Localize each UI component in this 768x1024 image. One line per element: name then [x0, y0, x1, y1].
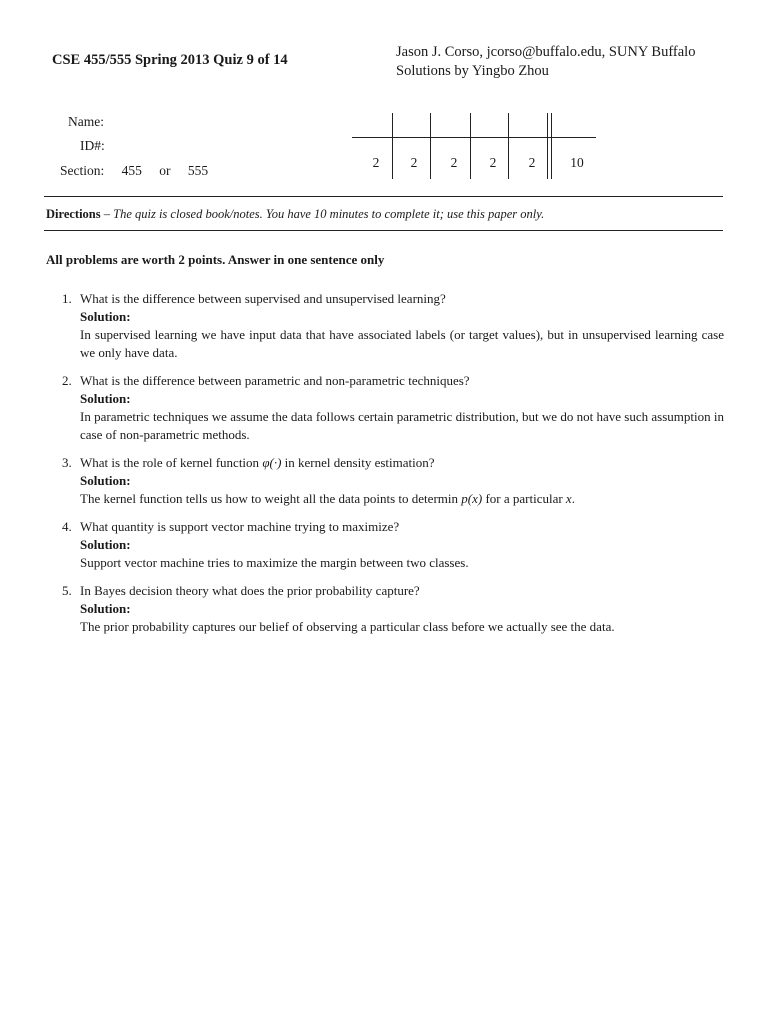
instructions: All problems are worth 2 points. Answer in one sentence only	[46, 252, 385, 267]
grade-divider	[470, 113, 471, 179]
course-title: CSE 455/555 Spring 2013 Quiz 9 of 14	[52, 52, 288, 68]
grade-divider	[430, 113, 431, 179]
math-kernel-function: φ(·)	[262, 455, 282, 470]
question-number: 1.	[62, 291, 72, 306]
directions	[46, 207, 544, 222]
id-label: ID#:	[80, 138, 105, 153]
divider-top	[44, 196, 723, 197]
question-item	[62, 290, 724, 362]
section-row	[60, 163, 222, 179]
question-item	[62, 518, 724, 572]
answer-text: In supervised learning we have input data that have associated labels (or target values), but in unsupervised learning case we only have data.	[80, 327, 724, 360]
math-x: x	[565, 491, 572, 506]
grade-divider	[547, 113, 548, 179]
points-cell: 2	[528, 155, 536, 170]
grade-divider	[508, 113, 509, 179]
section-option-455: 455	[121, 163, 142, 178]
question-number: 2.	[62, 373, 72, 388]
author-line: Jason J. Corso, jcorso@buffalo.edu, SUNY Buffalo	[396, 44, 696, 60]
answer-text: Support vector machine tries to maximize the margin between two classes.	[80, 555, 469, 570]
directions-text: The quiz is closed book/notes. You have 10 minutes to complete it; use this paper only.	[113, 207, 545, 221]
grade-divider	[392, 113, 393, 179]
question-number: 5.	[62, 583, 72, 598]
solution-label: Solution:	[80, 473, 131, 488]
question-number: 3.	[62, 455, 72, 470]
solution-label: Solution:	[80, 537, 131, 552]
section-option-555: 555	[187, 163, 209, 178]
divider-bottom	[44, 230, 723, 231]
points-cell: 2	[489, 155, 497, 170]
name-label: Name:	[68, 114, 104, 129]
math-px: p(x)	[461, 491, 483, 506]
answer-text: In parametric techniques we assume the data follows certain parametric distribution, but we do not have such assumption in case of non-parametric methods.	[80, 409, 724, 442]
question-number: 4.	[62, 519, 72, 534]
grade-divider	[551, 113, 552, 179]
question-item	[62, 454, 724, 508]
question-text	[80, 454, 724, 472]
answer-text-part: for a particular	[482, 491, 566, 506]
section-or: or	[159, 163, 171, 178]
points-cell: 2	[450, 155, 458, 170]
total-points-cell: 10	[570, 155, 584, 170]
solution-label: Solution:	[80, 601, 131, 616]
question-text: What is the difference between supervised and unsupervised learning?	[80, 291, 446, 306]
answer-text-part: The kernel function tells us how to weight all the data points to determin	[80, 491, 462, 506]
question-text-part: in kernel density estimation?	[281, 455, 435, 470]
solution-label: Solution:	[80, 391, 131, 406]
solution-label: Solution:	[80, 309, 131, 324]
author-block	[396, 43, 695, 81]
points-cell: 2	[410, 155, 418, 170]
grade-table	[352, 113, 596, 179]
directions-dash: –	[100, 207, 114, 221]
answer-text-part: .	[571, 491, 575, 506]
grade-table-rule	[352, 137, 596, 138]
section-label: Section:	[60, 163, 105, 178]
question-item	[62, 582, 724, 636]
answer-text: The prior probability captures our belief of observing a particular class before we actually see the data.	[80, 619, 615, 634]
question-text: What is the difference between parametric and non-parametric techniques?	[80, 373, 470, 388]
directions-label: Directions	[46, 207, 101, 221]
question-text-part: What is the role of kernel function	[80, 455, 263, 470]
answer-text	[80, 490, 724, 508]
solutions-credit: Solutions by Yingbo Zhou	[396, 63, 549, 79]
question-item	[62, 372, 724, 444]
question-text: In Bayes decision theory what does the prior probability capture?	[80, 583, 420, 598]
question-text: What quantity is support vector machine trying to maximize?	[80, 519, 400, 534]
points-cell: 2	[372, 155, 380, 170]
